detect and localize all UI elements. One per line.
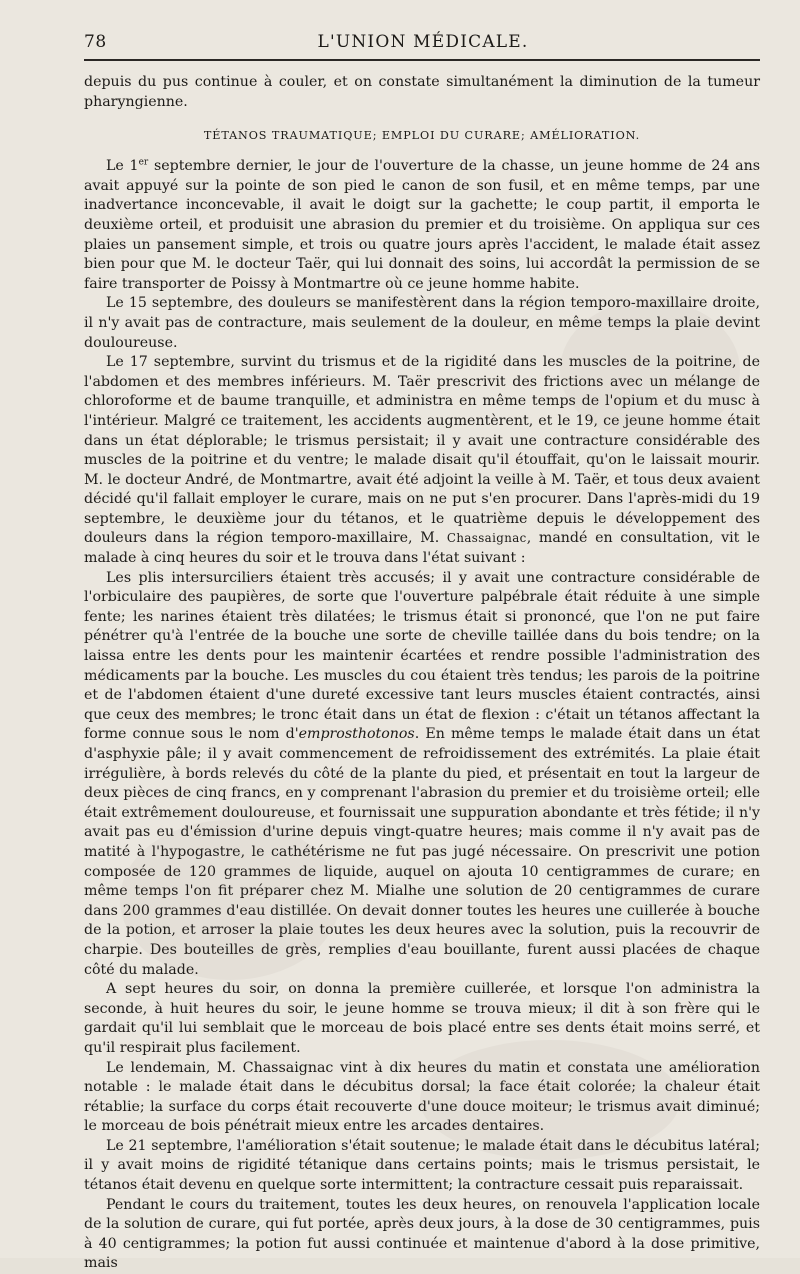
header-rule	[84, 59, 760, 61]
paragraph-3	[84, 353, 760, 569]
journal-title: L'UNION MÉDICALE.	[317, 32, 529, 52]
article-body	[84, 73, 760, 1274]
paragraph-4-rest: . En même temps le malade était dans un état d'asphyxie pâle; il y avait commencement de refroidissement des extrémités. La plaie était irrégulière, à bords relevés du côté de la plante du pied, et présentait en tout la largeur de deux pièces de cinq francs, en y comprenant l'abrasion du premier et du troisième orteil; elle était extrêmement douloureuse, et fournissait une suppuration abondante et très fétide; il n'y avait pas eu d'émission d'urine depuis vingt-quatre heures; mais comme il n'y avait pas de matité à l'hypogastre, le cathétérisme ne fut pas jugé nécessaire. On prescrivit une potion composée de 120 grammes de liquide, auquel on ajouta 10 centigrammes de curare; en même temps l'on fit préparer chez M. Mialhe une solution de 20 centigrammes de curare dans 200 grammes d'eau distillée. On devait donner toutes les heures une cuillerée à bouche de la potion, et arroser la plaie toutes les deux heures avec la solution, puis la recouvrir de charpie. Des bouteilles de grès, remplies d'eau bouillante, furent aussi placées de chaque côté du malade.	[84, 726, 760, 978]
paragraph-3-rest: , mandé en consultation, vit le malade à cinq heures du soir et le trouva dans l'état suivant :	[84, 530, 760, 567]
paragraph-1	[84, 157, 760, 294]
paragraph-1-start: Le 1	[106, 158, 139, 175]
page-number: 78	[84, 32, 107, 52]
superscript-er: er	[138, 157, 149, 168]
paragraph-1-rest: septembre dernier, le jour de l'ouverture de la chasse, un jeune homme de 24 ans avait appuyé sur la pointe de son pied le canon de son fusil, et en même temps, par une inadvertance inconcevable, il avait le doigt sur la gachette; le coup partit, il emporta le deuxième orteil, et produisit une abrasion du premier et du troisième. On appliqua sur ces plaies un pansement simple, et trois ou quatre jours après l'accident, le malade était assez bien pour que M. le docteur Taër, qui lui donnait des soins, lui accordât la permission de se faire transporter de Poissy à Montmartre où ce jeune homme habite.	[84, 158, 760, 292]
paragraph-5: A sept heures du soir, on donna la première cuillerée, et lorsque l'on administra la seconde, à huit heures du soir, le jeune homme se trouva mieux; il dit à son frère qui le gardait qu'il lui semblait que le morceau de bois placé entre ses dents était moins serré, et qu'il respirait plus facilement.	[84, 981, 760, 1056]
paragraph-7: Le 21 septembre, l'amélioration s'était soutenue; le malade était dans le décubitus latéral; il y avait moins de rigidité tétanique dans certains points; mais le trismus persistait, le tétanos était devenu en quelque sorte intermittent; la contracture cessait puis reparaissait.	[84, 1137, 760, 1194]
paragraph-6: Le lendemain, M. Chassaignac vint à dix heures du matin et constata une amélioration notable : le malade était dans le décubitus dorsal; la face était colorée; la chaleur était rétablie; la surface du corps était recouverte d'une douce moiteur; le trismus avait diminué; le morceau de bois pénétrait mieux entre les arcades dentaires.	[84, 1059, 760, 1135]
paragraph-3-start: Le 17 septembre, survint du trismus et de la rigidité dans les muscles de la poitrine, de l'abdomen et des membres inférieurs. M. Taër prescrivit des frictions avec un mélange de chloroforme et de baume tranquille, et administra en même temps de l'opium et du musc à l'intérieur. Malgré ce traitement, les accidents augmentèrent, et le 19, ce jeune homme était dans un état déplorable; le trismus persistait; il y avait une contracture considérable des muscles de la poitrine et du ventre; le malade disait qu'il étouffait, qu'on le laissait mourir. M. le docteur André, de Montmartre, avait été adjoint la veille à M. Taër, et tous deux avaient décidé qu'il fallait employer le curare, mais on ne put s'en procurer. Dans l'après-midi du 19 septembre, le deuxième jour du tétanos, et le quatrième depuis le développement des douleurs dans la région temporo-maxillaire, M.	[84, 354, 760, 547]
italic-term: emprosthotonos	[298, 726, 415, 743]
running-head	[84, 28, 762, 56]
small-caps-name: Chassaignac	[446, 531, 527, 546]
paragraph-8: Pendant le cours du traitement, toutes les deux heures, on renouvela l'application locale de la solution de curare, qui fut portée, après deux jours, à la dose de 30 centigrammes, puis à 40 centigrammes; la potion fut aussi continuée et maintenue d'abord à la dose primitive, mais	[84, 1196, 760, 1272]
paragraph-2: Le 15 septembre, des douleurs se manifestèrent dans la région temporo-maxillaire droite, il n'y avait pas de contracture, mais seulement de la douleur, en même temps la plaie devint douloureuse.	[84, 295, 760, 351]
section-heading: TÉTANOS TRAUMATIQUE; EMPLOI DU CURARE; AMÉLIORATION.	[203, 129, 641, 143]
opening-paragraph: depuis du pus continue à couler, et on constate simultanément la diminution de la tumeur pharyngienne.	[84, 74, 760, 110]
paragraph-4	[84, 569, 760, 980]
paragraph-4-start: Les plis intersurciliers étaient très accusés; il y avait une contracture considérable de l'orbiculaire des paupières, de sorte que l'ouverture palpébrale était réduite à une simple fente; les narines étaient très dilatées; le trismus était si prononcé, que l'on ne put faire pénétrer qu'à l'entrée de la bouche une sorte de cheville taillée dans du bois tendre; on la laissa entre les dents pour les maintenir écartées et rendre possible l'administration des médicaments par la bouche. Les muscles du cou étaient très tendus; les parois de la poitrine et de l'abdomen étaient d'une dureté excessive tant leurs muscles étaient contractés, ainsi que ceux des membres; le tronc était dans un état de flexion : c'était un tétanos affectant la forme connue sous le nom d'	[84, 569, 760, 743]
